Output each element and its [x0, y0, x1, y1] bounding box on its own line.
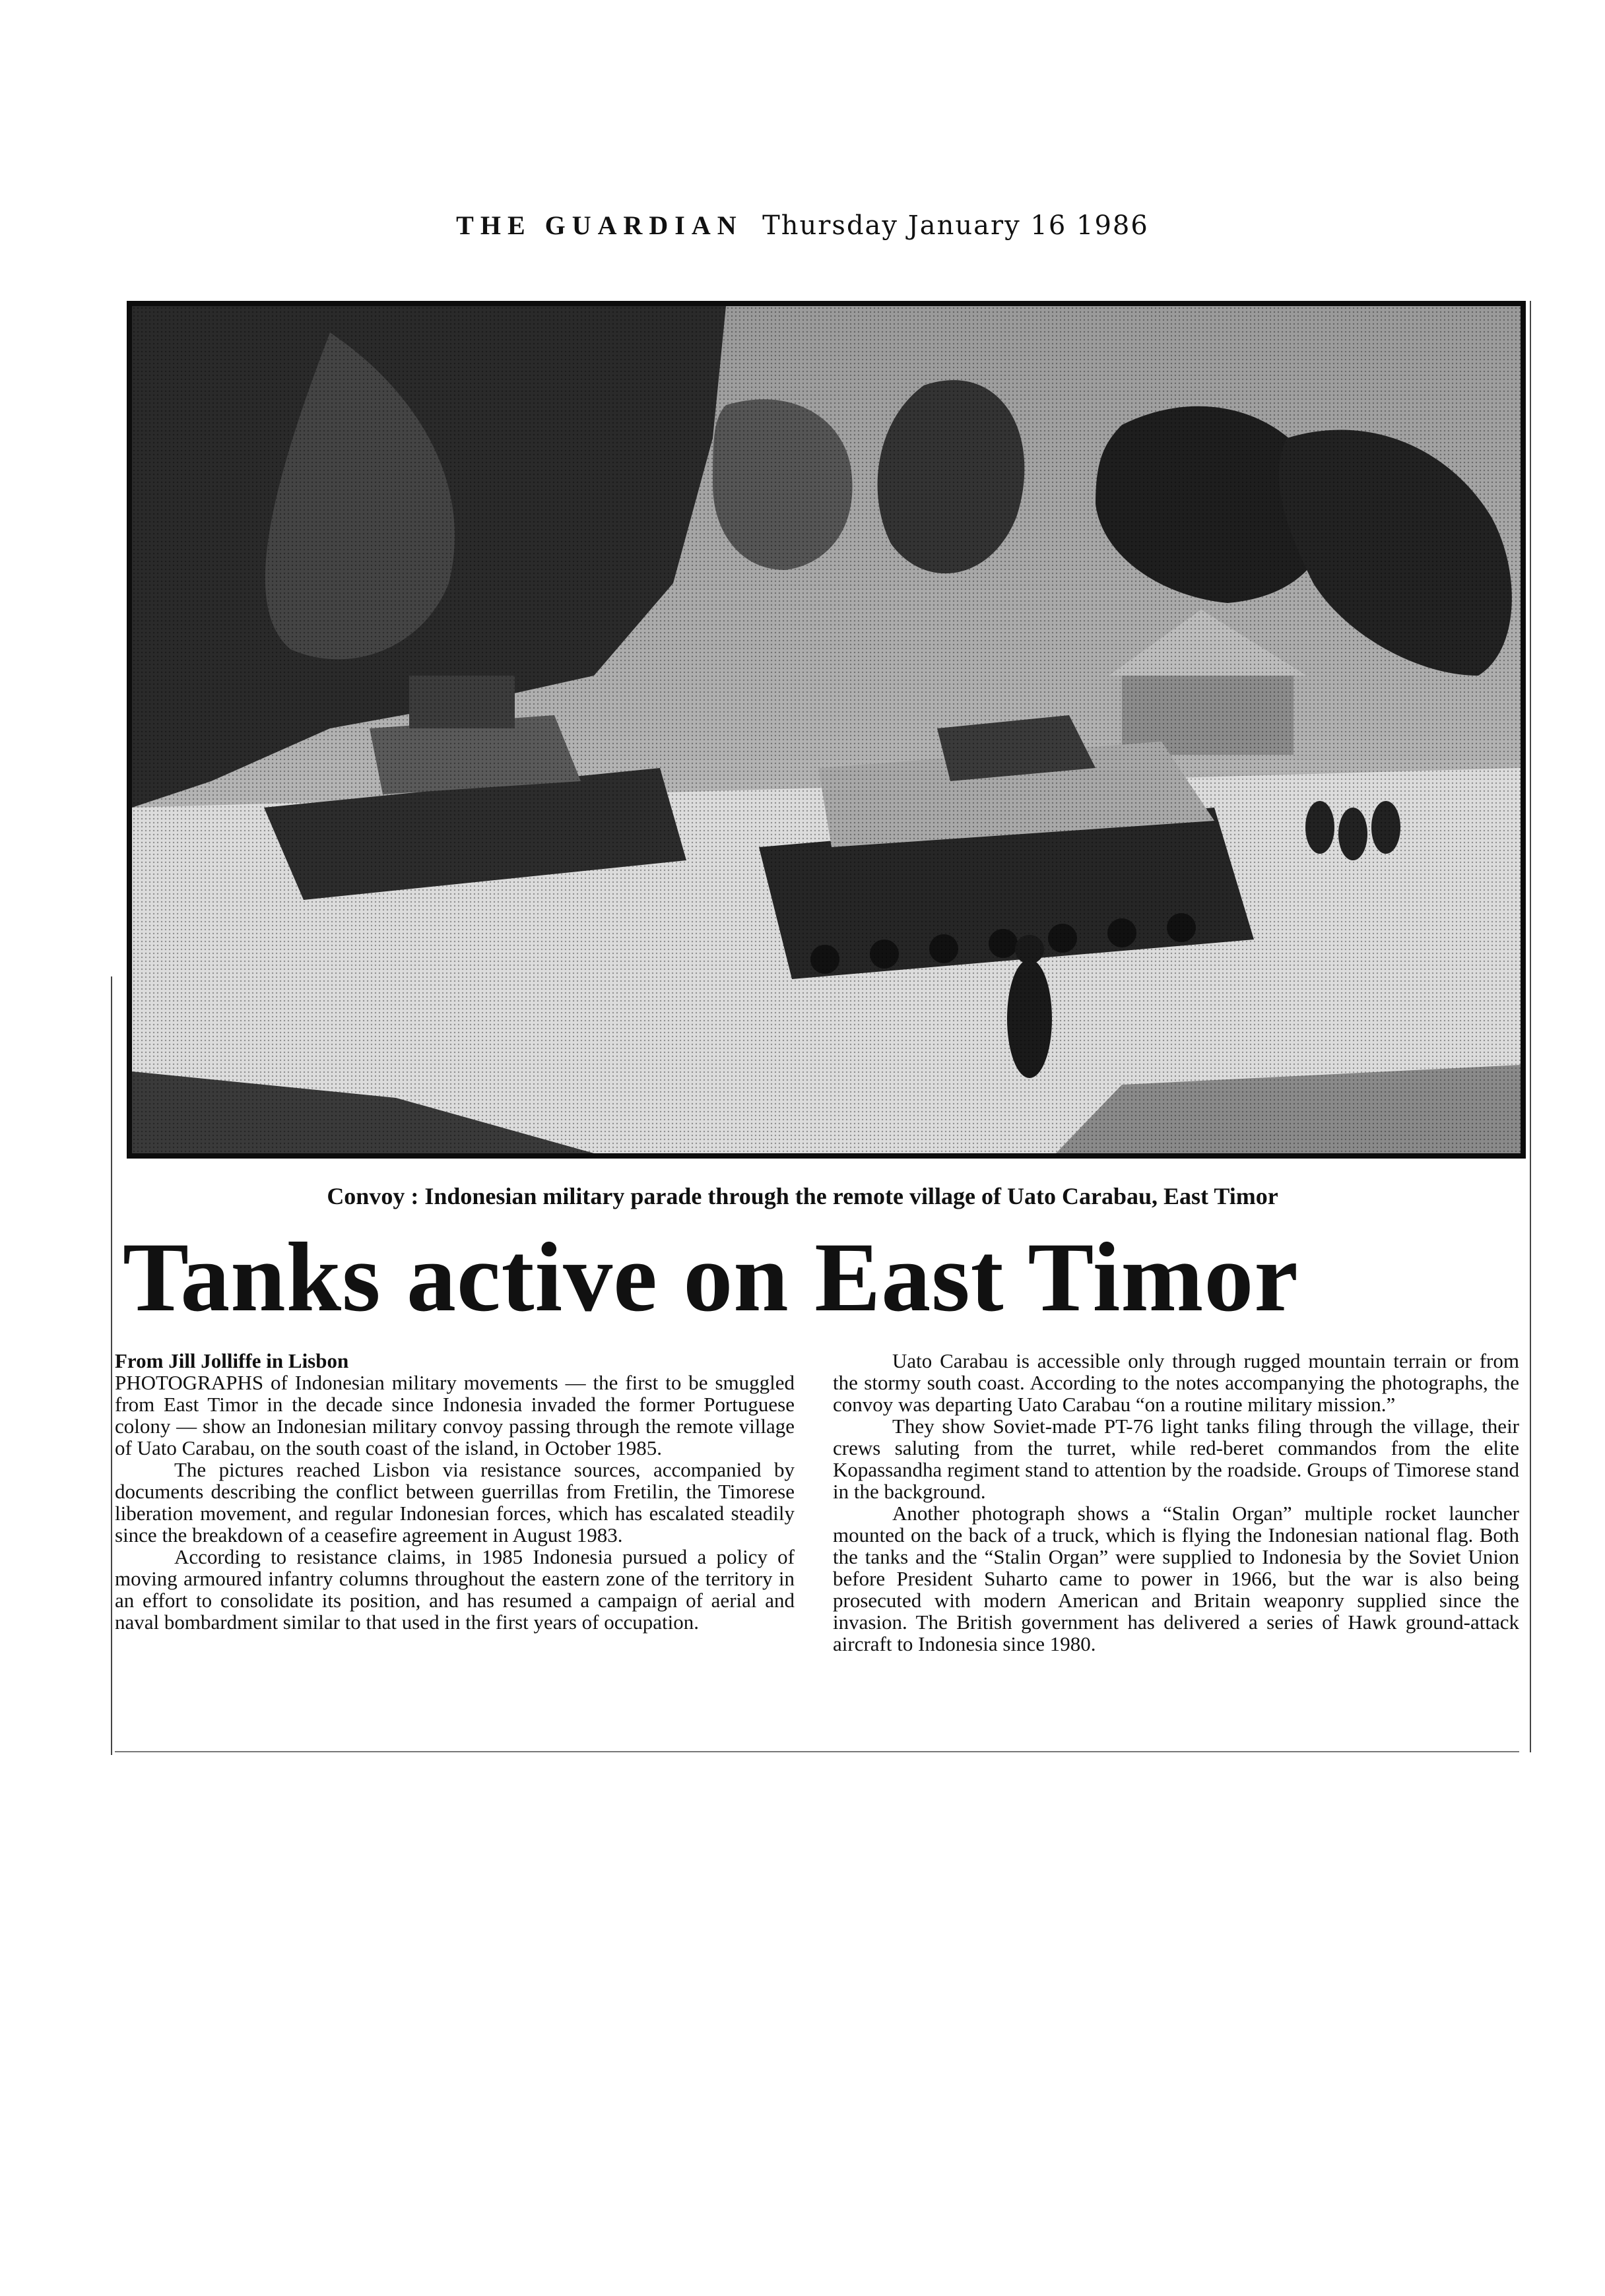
bottom-rule — [115, 1751, 1519, 1752]
paragraph: They show Soviet-made PT-76 light tanks filing through the village, their crews saluting from the turret, while red-beret commandos from the elite Kopassandha regiment stand to attention by the roadside. Groups of Timorese stand in the background. — [833, 1415, 1519, 1503]
paragraph: Uato Carabau is accessible only through rugged mountain terrain or from the stormy south coast. According to the notes accompanying the photographs, the convoy was departing Uato Carabau “on a routine military mission.” — [833, 1349, 1519, 1416]
tanks-photo-icon — [132, 306, 1521, 1153]
caption-text: Indonesian military parade through the remote village of Uato Carabau, East Timor — [424, 1183, 1278, 1209]
article-column-left — [115, 1350, 795, 1633]
article-column-right — [833, 1350, 1519, 1655]
photo-caption — [0, 1182, 1605, 1210]
paragraph: PHOTOGRAPHS of Indonesian military movements — the first to be smuggled from East Timor in the decade since Indonesia invaded the former Portuguese colony — show an Indonesian military convoy passing through the remote village of Uato Carabau, on the south coast of the island, in October 1985. — [115, 1371, 795, 1459]
byline: From Jill Jolliffe in Lisbon — [115, 1349, 349, 1372]
masthead — [0, 210, 1605, 241]
headline: Tanks active on East Timor — [123, 1223, 1299, 1332]
paragraph: Another photograph shows a “Stalin Organ” multiple rocket launcher mounted on the back of a truck, which is flying the Indonesian national flag. Both the tanks and the “Stalin Organ” were supplied to Indonesia by the Soviet Union before President Suharto came to power in 1966, but the war is also being prosecuted with modern American and Britain weaponry supplied since the invasion. The British government has delivered a series of Hawk ground-attack aircraft to Indonesia since 1980. — [833, 1502, 1519, 1655]
article-photo — [127, 301, 1526, 1159]
masthead-paper: THE GUARDIAN — [456, 210, 743, 240]
paragraph: According to resistance claims, in 1985 Indonesia pursued a policy of moving armoured infantry columns throughout the eastern zone of the territory in an effort to consolidate its position, and has resumed a campaign of aerial and naval bombardment similar to that used in the first years of occupation. — [115, 1545, 795, 1634]
masthead-date: Thursday January 16 1986 — [762, 210, 1149, 241]
caption-label: Convoy : — [327, 1183, 419, 1209]
left-margin-rule — [111, 976, 112, 1755]
right-margin-rule — [1530, 301, 1531, 1752]
paragraph: The pictures reached Lisbon via resistance sources, accompanied by documents describing the conflict between guerrillas from Fretilin, the Timorese liberation movement, and regular Indonesian forces, which has escalated steadily since the breakdown of a ceasefire agreement in August 1983. — [115, 1458, 795, 1547]
